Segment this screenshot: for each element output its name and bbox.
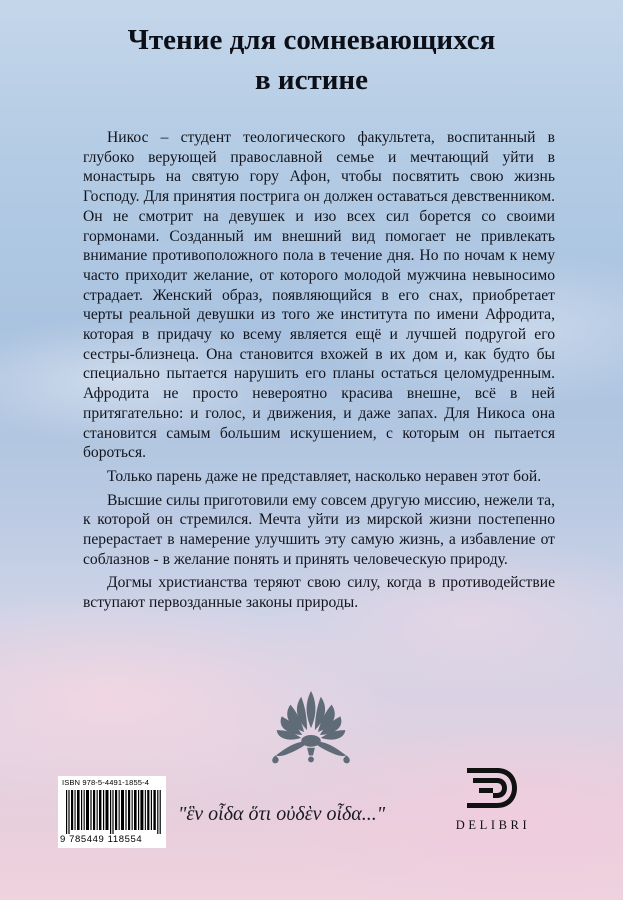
isbn-barcode bbox=[58, 776, 166, 848]
paragraph: Догмы христианства теряют свою силу, когда в противодействие вступают первозданные законы природы. bbox=[83, 574, 555, 612]
paragraph: Никос – студент теологического факультета, воспитанный в глубоко верующей православной семье и мечтающий уйти в монастырь на святую гору Афон, чтобы посвятить свою жизнь Господу. Для принятия пострига он должен оставаться девственником. Он не смотрит на девушек и изо всех сил борется со своими гормонами. Созданный им внешний вид помогает не привлекать внимание противоположного пола в течение дня. Но по ночам к нему часто приходит желание, от которого молодой мужчина невыносимо страдает. Женский образ, появляющийся в его снах, приобретает черты реальной девушки из того же института по имени Афродита, которая в придачу ко всему является ещё и лучшей подругой его сестры-близнеца. Она становится вхожей в их дом и, как будто бы специально пытается нарушить его планы остаться целомудренным. Афродита не просто невероятно красива внешне, всё в ней притягательно: и голос, и движения, и даже запах. Для Никоса она становится самым большим искушением, с которым он пытается бороться. bbox=[83, 129, 555, 462]
paragraph: Только парень даже не представляет, насколько неравен этот бой. bbox=[107, 467, 542, 485]
publisher-name: DELIBRI bbox=[455, 818, 531, 832]
palmette-ornament-icon bbox=[262, 685, 360, 783]
annotation-text bbox=[83, 128, 555, 617]
delibri-logo-icon bbox=[463, 766, 519, 810]
greek-motto: "ἓν οἶδα ὅτι οὐδὲν οἶδα..." bbox=[178, 803, 386, 825]
page-title bbox=[0, 20, 623, 100]
barcode-icon bbox=[66, 790, 162, 834]
title-line-1: Чтение для сомневающихся bbox=[127, 24, 496, 56]
paragraph: Высшие силы приготовили ему совсем другую миссию, нежели та, к которой он стремился. Мечта уйти из мирской жизни постепенно перерастает в намерение улучшить эту самую жизнь, а избавление от соблазнов - в желание понять и принять человеческую природу. bbox=[83, 491, 555, 568]
title-line-2: в истине bbox=[254, 64, 369, 96]
isbn-label: ISBN 978-5-4491-1855-4 bbox=[62, 778, 150, 787]
barcode-digits: 9 785449 118554 bbox=[60, 834, 143, 845]
